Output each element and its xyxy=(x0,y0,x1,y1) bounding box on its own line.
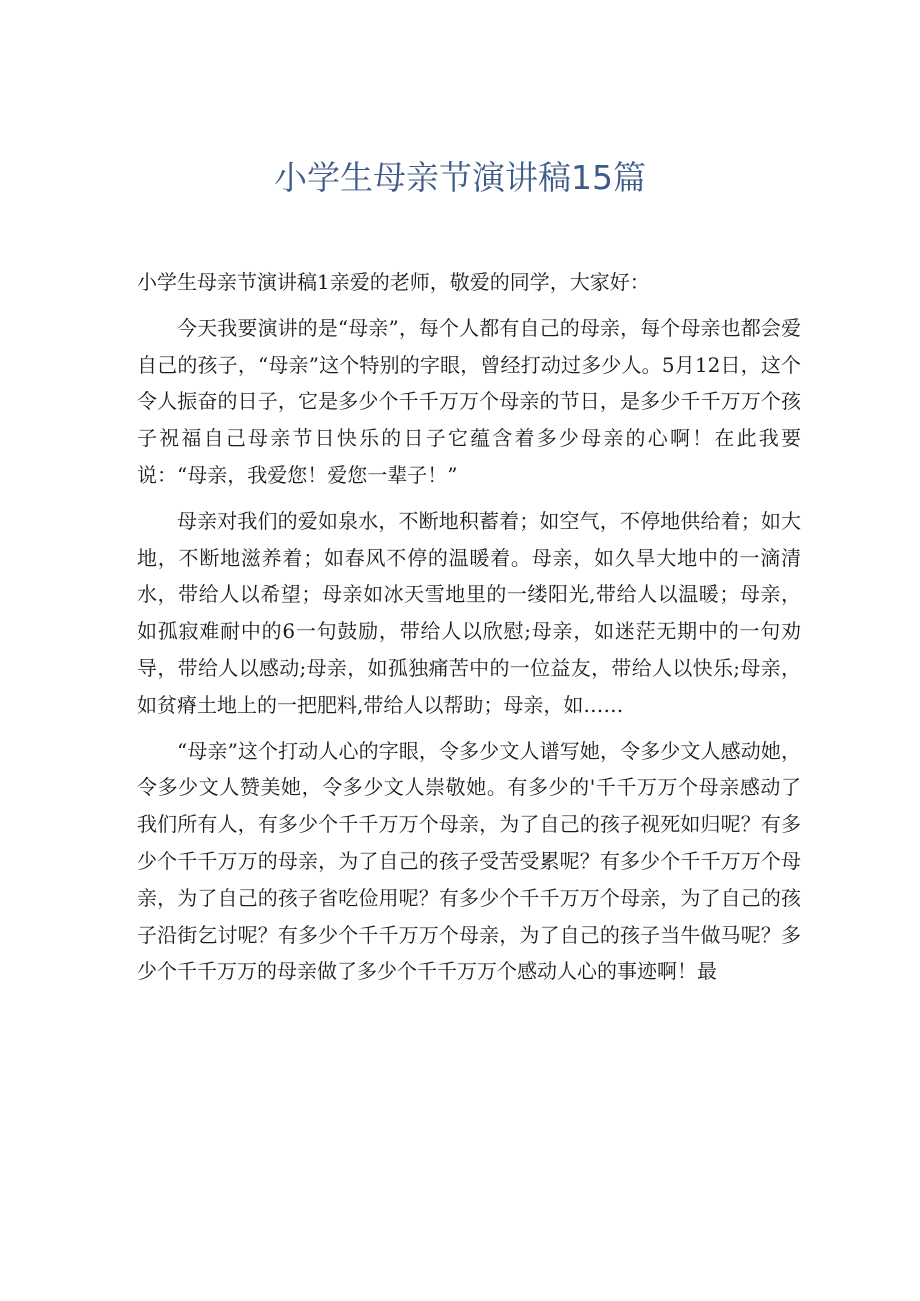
paragraph-2: 母亲对我们的爱如泉水，不断地积蓄着；如空气，不停地供给着；如大地，不断地滋养着；如春风不停的温暖着。母亲，如久旱大地中的一滴清水，带给人以希望；母亲如冰天雪地里的一缕阳光,带给人以温暖；母亲，如孤寂难耐中的6一句鼓励，带给人以欣慰;母亲，如迷茫无期中的一句劝导，带给人以感动;母亲，如孤独痛苦中的一位益友，带给人以快乐;母亲，如贫瘠土地上的一把肥料,带给人以帮助；母亲，如…… xyxy=(137,508,801,717)
document-body xyxy=(137,264,801,999)
paragraph-intro: 小学生母亲节演讲稿1亲爱的老师，敬爱的同学，大家好： xyxy=(137,270,650,294)
document-title: 小学生母亲节演讲稿15篇 xyxy=(274,158,646,197)
paragraph-3: “母亲”这个打动人心的字眼，令多少文人谱写她，令多少文人感动她，令多少文人赞美她，令多少文人崇敬她。有多少的'千千万万个母亲感动了我们所有人，有多少个千千万万个母亲，为了自己的孩子视死如归呢？有多少个千千万万的母亲，为了自己的孩子受苦受累呢？有多少个千千万万个母亲，为了自己的孩子省吃俭用呢？有多少个千千万万个母亲，为了自己的孩子沿街乞讨呢？有多少个千千万万个母亲，为了自己的孩子当牛做马呢？多少个千千万万的母亲做了多少个千千万万个感动人心的事迹啊！最 xyxy=(137,738,801,984)
paragraph-1: 今天我要演讲的是“母亲”，每个人都有自己的母亲，每个母亲也都会爱自己的孩子，“母亲”这个特别的字眼，曾经打动过多少人。5月12日，这个令人振奋的日子，它是多少个千千万万个母亲的节日，是多少千千万万个孩子祝福自己母亲节日快乐的日子它蕴含着多少母亲的心啊！在此我要说：“母亲，我爱您！爱您一辈子！” xyxy=(137,315,801,487)
